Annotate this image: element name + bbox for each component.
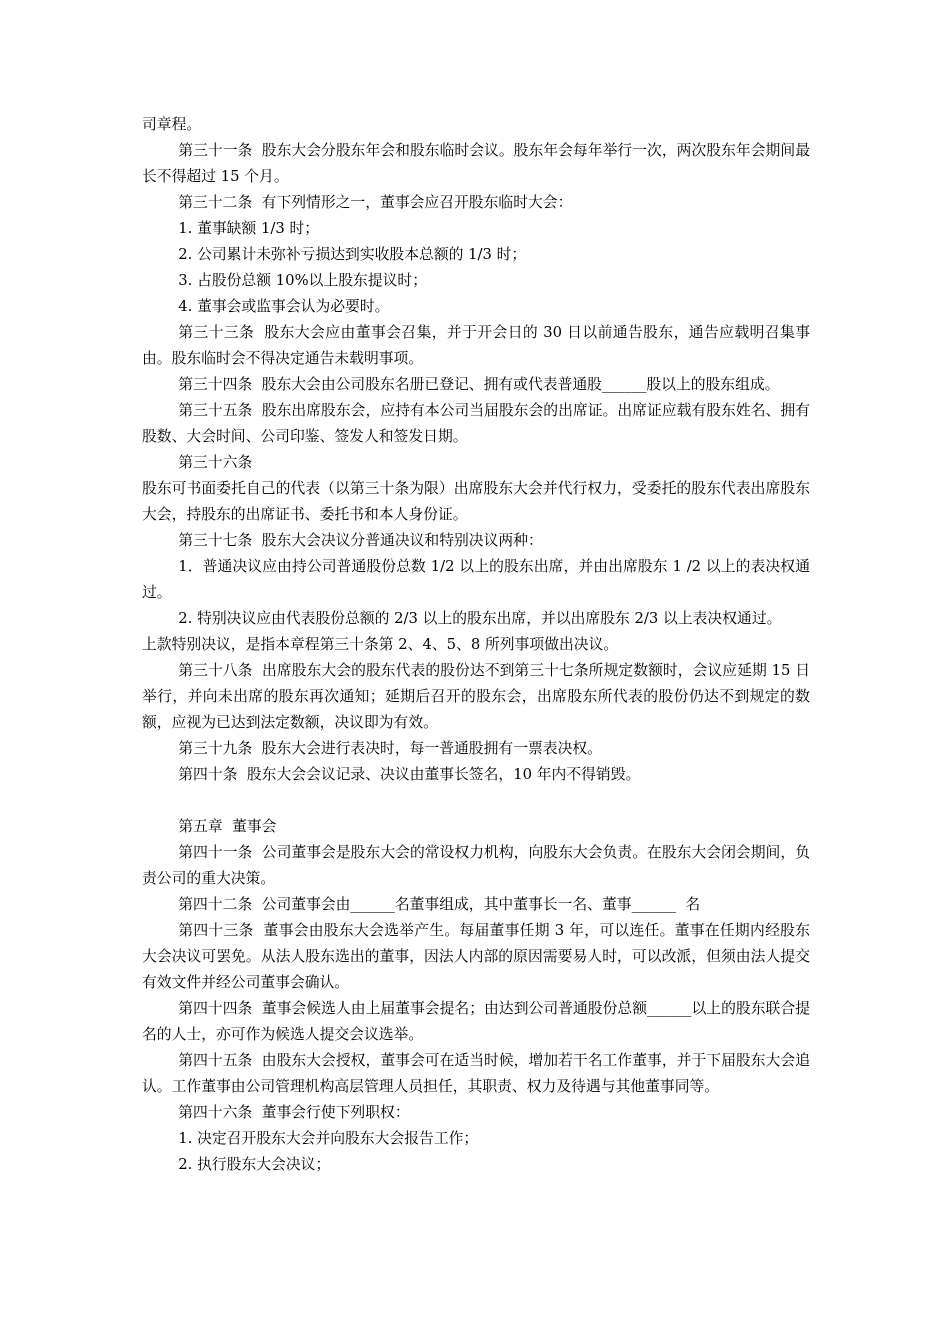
paragraph: 第三十八条 出席股东大会的股东代表的股份达不到第三十七条所规定数额时，会议应延期 15 日举行，并向未出席的股东再次通知；延期后召开的股东会，出席股东所代表的股份仍达不到规定的数额，应视为已达到法定数额，决议即为有效。 bbox=[142, 662, 810, 731]
paragraph: 第四十条 股东大会会议记录、决议由董事长签名，10 年内不得销毁。 bbox=[178, 766, 641, 783]
blank-line bbox=[142, 788, 810, 814]
paragraph: 2. 特别决议应由代表股份总额的 2/3 以上的股东出席，并以出席股东 2/3 以上表决权通过。 bbox=[178, 610, 782, 627]
paragraph: 第三十五条 股东出席股东会，应持有本公司当届股东会的出席证。出席证应载有股东姓名、拥有股数、大会时间、公司印鉴、签发人和签发日期。 bbox=[142, 402, 810, 445]
paragraph: 上款特别决议，是指本章程第三十条第 2、4、5、8 所列事项做出决议。 bbox=[142, 636, 619, 653]
paragraph: 2. 执行股东大会决议； bbox=[178, 1156, 331, 1173]
paragraph: 4. 董事会或监事会认为必要时。 bbox=[178, 298, 390, 315]
paragraph: 第三十一条 股东大会分股东年会和股东临时会议。股东年会每年举行一次，两次股东年会期间最长不得超过 15 个月。 bbox=[142, 142, 810, 185]
paragraph: 第四十四条 董事会候选人由上届董事会提名；由达到公司普通股份总额______以上的股东联合提名的人士，亦可作为候选人提交会议选举。 bbox=[142, 1000, 810, 1043]
paragraph: 第四十六条 董事会行使下列职权： bbox=[178, 1104, 410, 1121]
paragraph: 第三十四条 股东大会由公司股东名册已登记、拥有或代表普通股______股以上的股东组成。 bbox=[178, 376, 780, 393]
paragraph: 1. 决定召开股东大会并向股东大会报告工作； bbox=[178, 1130, 479, 1147]
paragraph: 第四十一条 公司董事会是股东大会的常设权力机构，向股东大会负责。在股东大会闭会期间，负责公司的重大决策。 bbox=[142, 844, 810, 887]
paragraph: 2. 公司累计未弥补亏损达到实收股本总额的 1/3 时； bbox=[178, 246, 527, 263]
paragraph: 1. 董事缺额 1/3 时； bbox=[178, 220, 320, 237]
paragraph: 第三十二条 有下列情形之一，董事会应召开股东临时大会： bbox=[178, 194, 573, 211]
paragraph: 第五章 董事会 bbox=[178, 818, 277, 835]
paragraph: 司章程。 bbox=[142, 116, 202, 133]
paragraph: 第三十三条 股东大会应由董事会召集，并于开会日的 30 日以前通告股东，通告应载明召集事由。股东临时会不得决定通告未载明事项。 bbox=[142, 324, 810, 367]
paragraph: 第四十二条 公司董事会由______名董事组成，其中董事长一名、董事______ 名 bbox=[178, 896, 701, 913]
paragraph: 第三十九条 股东大会进行表决时，每一普通股拥有一票表决权。 bbox=[178, 740, 602, 757]
paragraph: 股东可书面委托自己的代表（以第三十条为限）出席股东大会并代行权力，受委托的股东代表出席股东大会，持股东的出席证书、委托书和本人身份证。 bbox=[142, 480, 810, 523]
paragraph: 第三十六条 bbox=[178, 454, 253, 471]
paragraph: 第四十三条 董事会由股东大会选举产生。每届董事任期 3 年，可以连任。董事在任期内经股东大会决议可罢免。从法人股东选出的董事，因法人内部的原因需要易人时，可以改派，但须由法人提交有效文件并经公司董事会确认。 bbox=[142, 922, 810, 991]
paragraph: 3. 占股份总额 10%以上股东提议时； bbox=[178, 272, 428, 289]
document-body bbox=[142, 112, 810, 1178]
paragraph: 第四十五条 由股东大会授权，董事会可在适当时候，增加若干名工作董事，并于下届股东大会追认。工作董事由公司管理机构高层管理人员担任，其职责、权力及待遇与其他董事同等。 bbox=[142, 1052, 810, 1095]
paragraph: 1．普通决议应由持公司普通股份总数 1/2 以上的股东出席，并由出席股东 1 /2 以上的表决权通过。 bbox=[142, 558, 810, 601]
paragraph: 第三十七条 股东大会决议分普通决议和特别决议两种： bbox=[178, 532, 543, 549]
